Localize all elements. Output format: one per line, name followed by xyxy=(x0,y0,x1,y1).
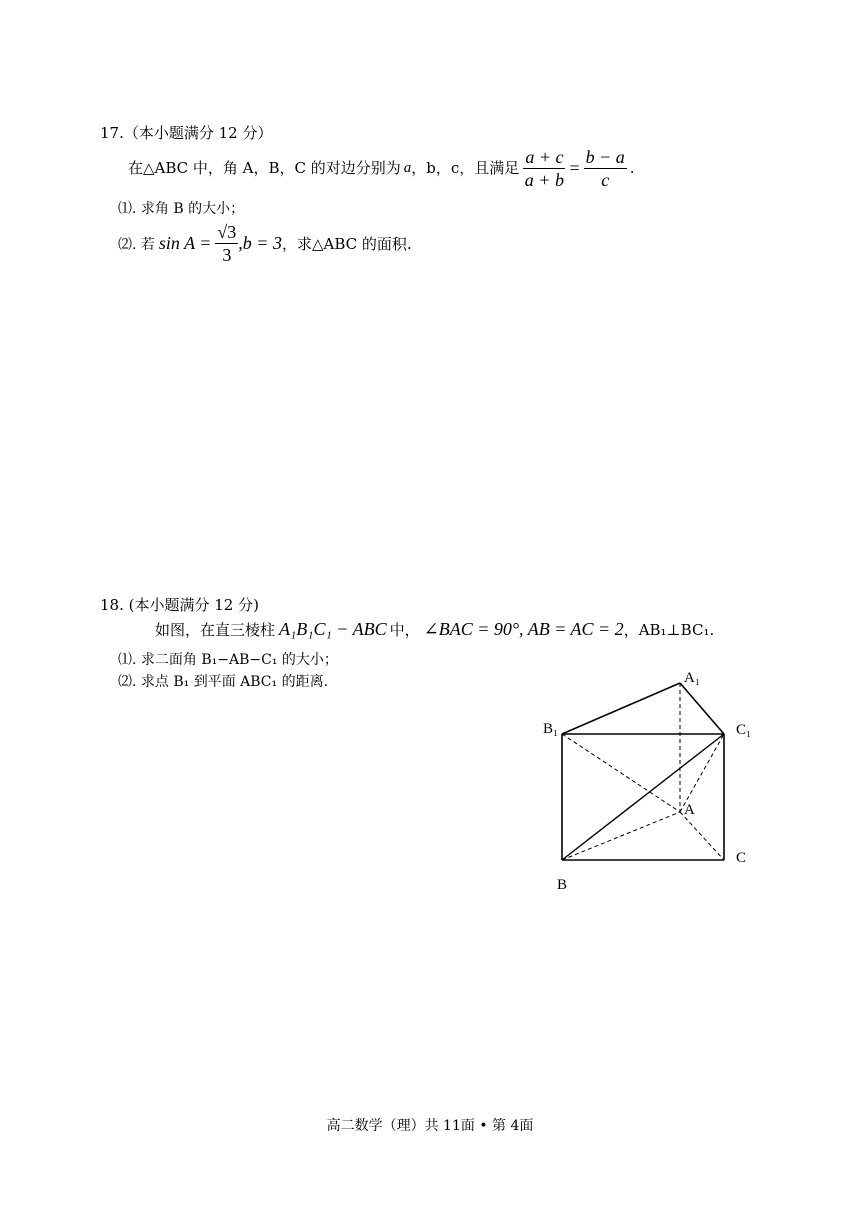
q17-stem-prefix: 在△ABC 中，角 A，B，C 的对边分别为 xyxy=(128,159,401,177)
q18-part-2: ⑵. 求点 B₁ 到平面 ABC₁ 的距离. xyxy=(118,674,329,690)
q17-fraction-2 xyxy=(584,147,627,190)
q18-angle-condition: ∠BAC = 90°, AB = AC = 2 xyxy=(423,619,624,639)
q17-b-value: ,b = 3 xyxy=(238,233,282,253)
q18-stem-mid: 中， xyxy=(389,621,420,639)
prism-figure xyxy=(530,660,770,900)
label-b1: B₁ xyxy=(543,721,559,737)
q17-fraction-1-numerator: a + c xyxy=(525,146,564,167)
q18-stem xyxy=(155,619,714,640)
q18-title: 18. (本小题满分 12 分) xyxy=(100,596,259,614)
edge-a-c xyxy=(680,812,724,860)
q17-stem-end: . xyxy=(629,159,635,177)
q17-equals: = xyxy=(569,158,580,178)
edge-b1-a xyxy=(562,734,680,812)
edge-a-c1 xyxy=(680,734,724,812)
q17-part-1: ⑴. 求角 B 的大小； xyxy=(118,201,245,217)
q17-fraction-3 xyxy=(215,222,238,265)
q17-part-2-prefix: ⑵. 若 xyxy=(118,236,155,253)
label-c1: C₁ xyxy=(736,722,752,738)
q17-part-2-suffix: ，求△ABC 的面积. xyxy=(281,235,412,253)
q17-fraction-2-numerator: b − a xyxy=(585,146,625,167)
q17-fraction-2-denominator: c xyxy=(601,169,610,190)
edge-b-c1 xyxy=(562,734,724,860)
q17-fraction-3-numerator: √3 xyxy=(217,222,237,242)
edge-b1-a1 xyxy=(562,683,680,734)
q18-part-1: ⑴. 求二面角 B₁−AB−C₁ 的大小； xyxy=(118,652,338,668)
label-a1: A₁ xyxy=(684,670,701,686)
q18-prism: A₁B₁C₁ − ABC xyxy=(279,619,387,639)
edge-a1-c1 xyxy=(680,683,724,734)
q17-part-2 xyxy=(118,222,412,265)
q18-stem-prefix: 如图，在直三棱柱 xyxy=(155,621,276,639)
q18-stem-suffix: ，AB₁⊥BC₁. xyxy=(623,621,715,639)
q17-sqrt-radicand: 3 xyxy=(227,222,237,242)
q17-title: 17.（本小题满分 12 分） xyxy=(100,124,273,142)
label-a: A xyxy=(684,802,695,818)
edge-b-a xyxy=(562,812,680,860)
q17-sin-a: sin A = xyxy=(158,233,212,253)
q17-var-a: a xyxy=(403,160,412,176)
q17-fraction-1 xyxy=(523,147,565,190)
page-footer: 高二数学（理）共 11面 • 第 4面 xyxy=(326,1118,534,1134)
q17-fraction-3-denominator: 3 xyxy=(222,245,232,265)
q17-stem xyxy=(128,145,635,191)
q17-stem-sep: ，b，c，且满足 xyxy=(411,159,520,177)
label-c: C xyxy=(736,850,747,866)
label-b: B xyxy=(557,877,568,893)
q17-fraction-1-denominator: a + b xyxy=(524,169,564,190)
